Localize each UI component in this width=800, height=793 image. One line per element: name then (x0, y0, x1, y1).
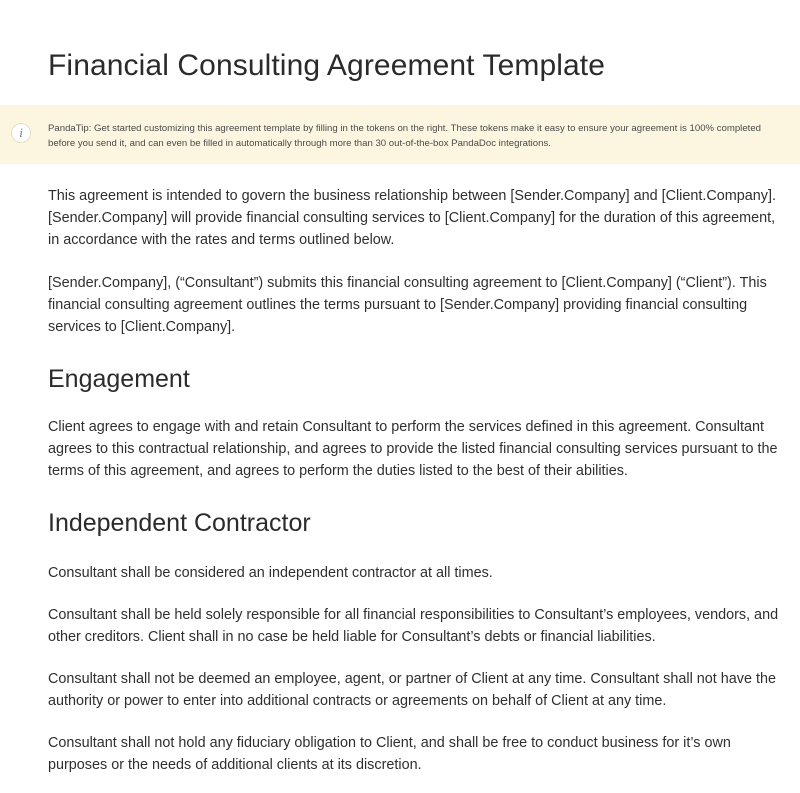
document-title: Financial Consulting Agreement Template (48, 49, 605, 82)
contractor-paragraph-3: Consultant shall not be deemed an employee, agent, or partner of Client at any time. Consultant shall not have the authority or power to enter into additional contracts or agreements on behalf of Client at any time. (48, 671, 776, 709)
independent-contractor-heading: Independent Contractor (48, 509, 311, 537)
contractor-paragraph-4: Consultant shall not hold any fiduciary obligation to Client, and shall be free to conduct business for it’s own purposes or the needs of additional clients at its discretion. (48, 735, 731, 773)
info-icon: i (11, 123, 31, 143)
contractor-paragraph-1: Consultant shall be considered an independent contractor at all times. (48, 565, 493, 581)
panda-tip-text: PandaTip: Get started customizing this agreement template by filling in the tokens on the right. These tokens make it easy to ensure your agreement is 100% completed before you send it, and can even be filled in automatically through more than 30 out-of-the-box PandaDoc integrations. (48, 123, 761, 149)
panda-tip-banner (0, 105, 800, 164)
engagement-heading: Engagement (48, 365, 190, 393)
intro-paragraph-1: This agreement is intended to govern the business relationship between [Sender.Company] and [Client.Company]. [Sender.Company] will provide financial consulting services to [Client.Company] for the duration of this agreement, in accordance with the rates and terms outlined below. (48, 188, 776, 248)
intro-paragraph-2: [Sender.Company], (“Consultant”) submits this financial consulting agreement to [Client.Company] (“Client”). This financial consulting agreement outlines the terms pursuant to [Sender.Company] providing financial consulting services to [Client.Company]. (48, 275, 767, 335)
document-body (48, 185, 783, 776)
engagement-paragraph: Client agrees to engage with and retain Consultant to perform the services defined in this agreement. Consultant agrees to this contractual relationship, and agrees to provide the listed financial consulting services pursuant to the terms of this agreement, and agrees to perform the duties listed to the best of their abilities. (48, 419, 778, 479)
contractor-paragraph-2: Consultant shall be held solely responsible for all financial responsibilities to Consultant’s employees, vendors, and other creditors. Client shall in no case be held liable for Consultant’s debts or financial liabilities. (48, 607, 779, 645)
